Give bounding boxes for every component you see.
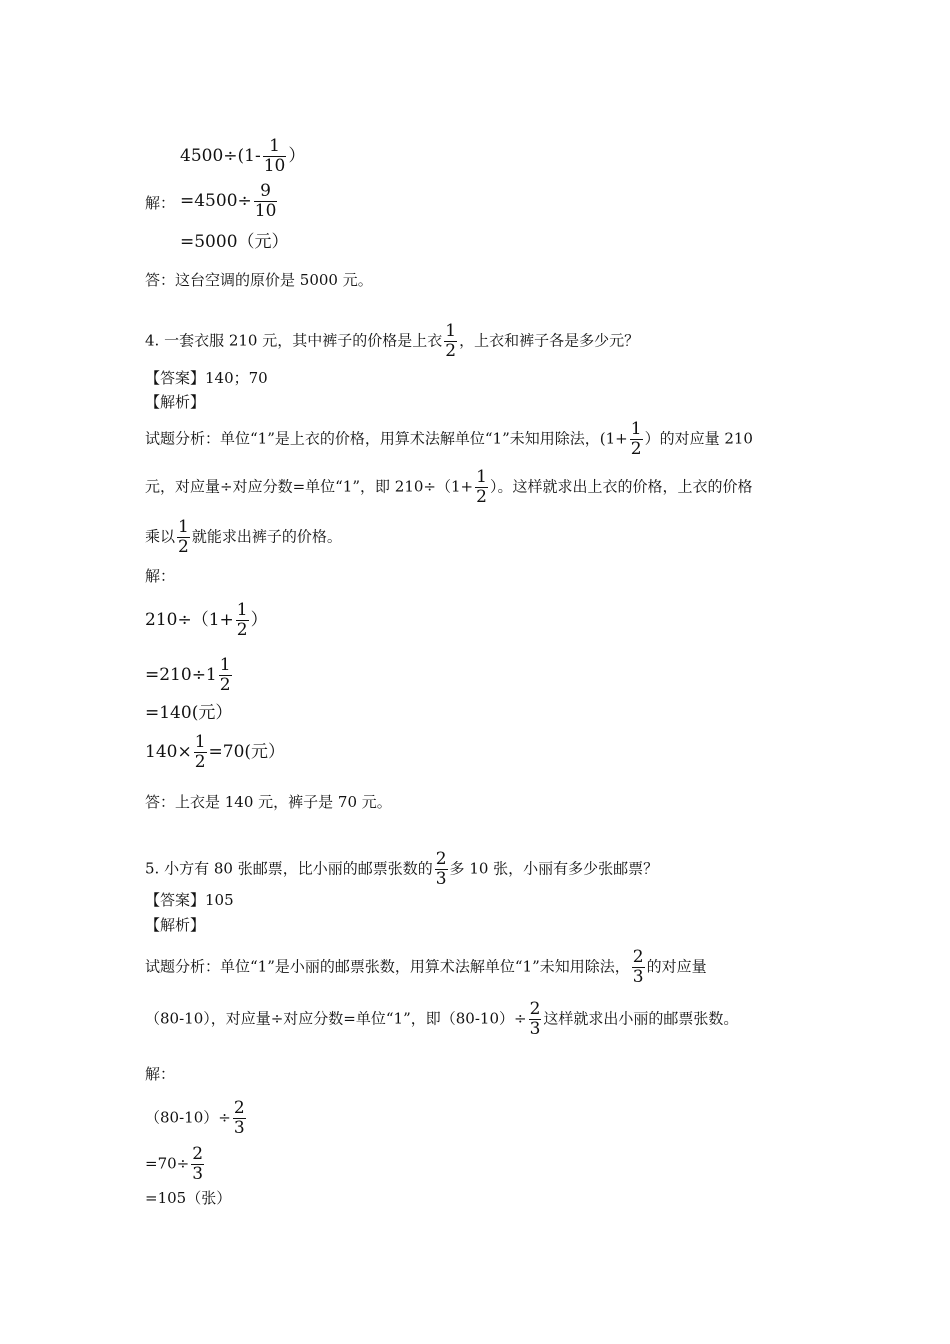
analysis-line-2: 元，对应量÷对应分数=单位“1”，即 210÷（1+ $\frac{1}{2}$ ）。这样就求出上衣的价格，上衣的价格 — [145, 467, 753, 507]
question-text: 4. 一套衣服 210 元，其中裤子的价格是上衣 — [145, 331, 443, 350]
fraction: $\frac{1}{2}$ — [178, 517, 189, 557]
analysis-line-1: 试题分析：单位“1”是上衣的价格，用算术法解单位“1”未知用除法，(1+ $\frac{1}{2}$ ）的对应量 210 — [145, 419, 753, 459]
fraction: $\frac{1}{10}$ — [263, 136, 286, 176]
question-4 — [145, 322, 639, 361]
calc-line-3: =5000（元） — [180, 232, 289, 252]
solution-step-3: =105（张） — [145, 1189, 232, 1207]
solution-step-4: 140× $\frac{1}{2}$ =70(元） — [145, 732, 286, 772]
fraction: $\frac{1}{2}$ — [219, 655, 231, 695]
question-text: 5. 小方有 80 张邮票，比小丽的邮票张数的 — [145, 859, 433, 878]
fraction: $\frac{2}{3}$ — [192, 1144, 204, 1184]
fraction: $\frac{9}{10}$ — [254, 181, 277, 221]
solution-step-3: =140(元） — [145, 703, 233, 723]
analysis-line-3: 乘以 $\frac{1}{2}$ 就能求出裤子的价格。 — [145, 517, 342, 557]
solution-label: 解： — [145, 1065, 176, 1083]
fraction: $\frac{2}{3}$ — [529, 999, 541, 1039]
answer-line: 【答案】140；70 — [145, 369, 268, 387]
analysis-line-1: 试题分析：单位“1”是小丽的邮票张数，用算术法解单位“1”未知用除法， $\frac{2}{3}$ 的对应量 — [145, 947, 707, 987]
calc-text: =4500÷ — [180, 191, 252, 211]
fraction: $\frac{1}{2}$ — [445, 321, 457, 361]
fraction: $\frac{2}{3}$ — [435, 849, 447, 889]
calc-line-2 — [180, 182, 279, 221]
solution-step-1: 210÷（1+ $\frac{1}{2}$ ） — [145, 600, 268, 640]
calc-text: ） — [288, 146, 306, 166]
fraction: $\frac{2}{3}$ — [632, 947, 644, 987]
fraction: $\frac{1}{2}$ — [194, 732, 206, 772]
solution-label: 解： — [145, 567, 176, 585]
answer-line: 【答案】105 — [145, 891, 234, 909]
answer-text: 答：这台空调的原价是 5000 元。 — [145, 271, 373, 289]
final-answer: 答：上衣是 140 元，裤子是 70 元。 — [145, 793, 392, 811]
analysis-label: 【解析】 — [145, 916, 206, 934]
solution-step-2: =210÷1 $\frac{1}{2}$ — [145, 655, 231, 695]
question-5 — [145, 850, 658, 889]
fraction: $\frac{1}{2}$ — [476, 467, 487, 507]
question-text: 多 10 张，小丽有多少张邮票？ — [449, 859, 659, 878]
solution-label: 解： — [145, 194, 176, 212]
fraction: $\frac{1}{2}$ — [630, 419, 642, 459]
analysis-line-2: （80-10），对应量÷对应分数=单位“1”，即（80-10）÷ $\frac{2}{3}$ 这样就求出小丽的邮票张数。 — [145, 999, 739, 1039]
solution-step-2: =70÷ $\frac{2}{3}$ — [145, 1144, 204, 1184]
fraction: $\frac{2}{3}$ — [233, 1098, 245, 1138]
analysis-label: 【解析】 — [145, 393, 206, 411]
question-text: ，上衣和裤子各是多少元？ — [459, 331, 640, 350]
fraction: $\frac{1}{2}$ — [236, 600, 248, 640]
solution-step-1: （80-10）÷ $\frac{2}{3}$ — [145, 1098, 245, 1138]
calc-line-1 — [180, 137, 305, 176]
calc-text: 4500÷(1- — [180, 146, 261, 166]
